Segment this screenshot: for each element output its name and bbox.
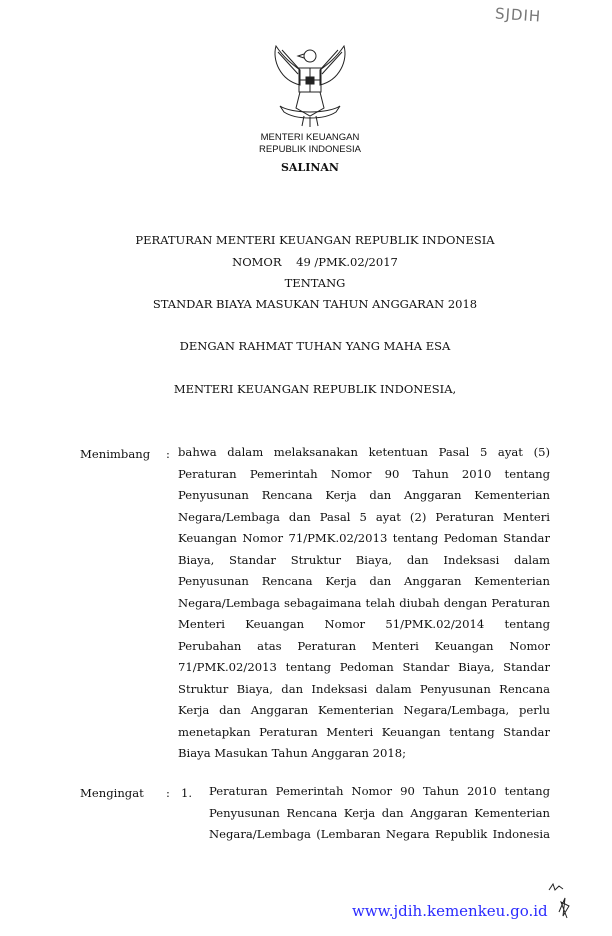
paragraph-line: Penyusunan Rencana Kerja dan Anggaran Kementerian <box>209 805 550 820</box>
salinan-label: SALINAN <box>280 161 339 174</box>
menimbang-colon: : <box>166 447 170 461</box>
paragraph-line: Perubahan atas Peraturan Menteri Keuangan Nomor <box>178 638 550 653</box>
paragraph-line: Penyusunan Rencana Kerja dan Anggaran Kementerian <box>178 574 550 588</box>
header-line-2: REPUBLIK INDONESIA <box>259 144 361 155</box>
issuer: MENTERI KEUANGAN REPUBLIK INDONESIA, <box>173 382 457 396</box>
mengingat-item-number: 1. <box>181 786 193 800</box>
paragraph-line: Biaya Masukan Tahun Anggaran 2018; <box>178 746 407 760</box>
mengingat-item-1 <box>209 781 550 846</box>
regulation-number: NOMOR 49 /PMK.02/2017 <box>232 255 398 269</box>
paragraph-line: Menteri Keuangan Nomor 51/PMK.02/2014 tentang <box>178 617 550 631</box>
paragraph-line: Struktur Biaya, dan Indeksasi dalam Penyusunan Rencana <box>178 681 550 696</box>
paragraph-line: Penyusunan Rencana Kerja dan Anggaran Kementerian <box>178 488 550 502</box>
paragraph-line: menetapkan Peraturan Menteri Keuangan tentang Standar <box>178 724 550 739</box>
garuda-emblem-icon <box>270 40 350 128</box>
mengingat-colon: : <box>166 786 170 800</box>
initials-signature-icon <box>545 882 575 922</box>
ministry-header <box>230 132 390 156</box>
menimbang-label: Menimbang <box>80 447 151 461</box>
paragraph-line: Keuangan Nomor 71/PMK.02/2013 tentang Pedoman Standar <box>178 531 550 545</box>
paragraph-line: Negara/Lembaga dan Pasal 5 ayat (2) Peraturan Menteri <box>178 509 550 524</box>
paragraph-line: Biaya, Standar Struktur Biaya, dan Indeksasi dalam <box>178 552 550 567</box>
handwritten-note: SJDIH <box>494 4 542 26</box>
paragraph-line: Negara/Lembaga (Lembaran Negara Republik Indonesia <box>209 827 550 841</box>
tentang-label: TENTANG <box>284 276 346 290</box>
paragraph-line: Peraturan Pemerintah Nomor 90 Tahun 2010 tentang <box>209 784 550 798</box>
menimbang-paragraph <box>178 442 550 765</box>
paragraph-line: Negara/Lembaga sebagaimana telah diubah dengan Peraturan <box>178 595 550 610</box>
paragraph-line: Kerja dan Anggaran Kementerian Negara/Lembaga, perlu <box>178 703 550 717</box>
paragraph-line: bahwa dalam melaksanakan ketentuan Pasal 5 ayat (5) <box>178 445 550 459</box>
jdih-link[interactable]: www.jdih.kemenkeu.go.id <box>352 902 548 920</box>
mengingat-label: Mengingat <box>80 786 144 800</box>
paragraph-line: Peraturan Pemerintah Nomor 90 Tahun 2010 tentang <box>178 466 550 481</box>
regulation-title: PERATURAN MENTERI KEUANGAN REPUBLIK INDONESIA <box>135 233 495 247</box>
regulation-subject: STANDAR BIAYA MASUKAN TAHUN ANGGARAN 2018 <box>152 297 478 311</box>
header-line-1: MENTERI KEUANGAN <box>260 132 360 143</box>
preamble: DENGAN RAHMAT TUHAN YANG MAHA ESA <box>179 339 451 353</box>
paragraph-line: 71/PMK.02/2013 tentang Pedoman Standar Biaya, Standar <box>178 660 550 674</box>
